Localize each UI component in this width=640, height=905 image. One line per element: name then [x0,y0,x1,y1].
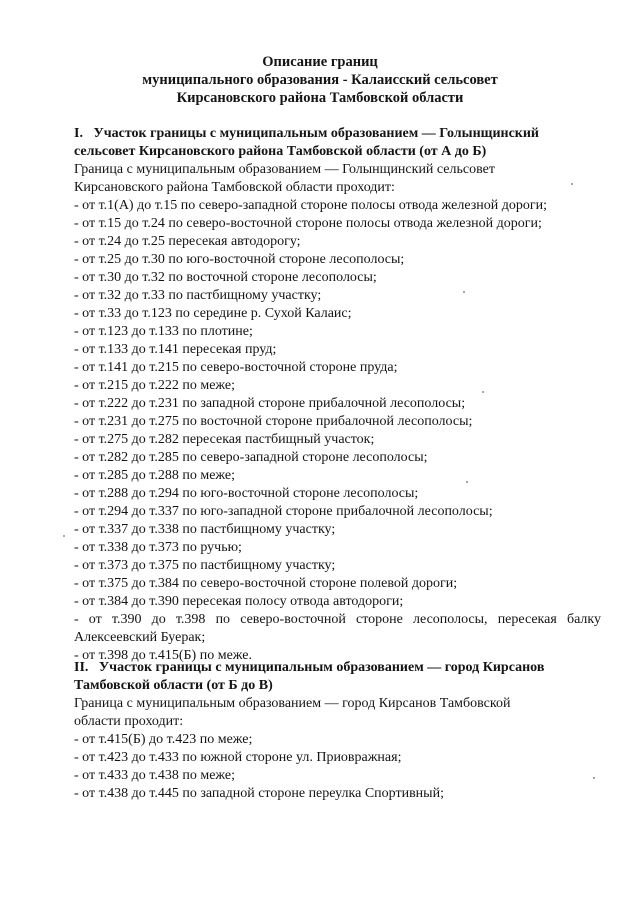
list-item: - от т.337 до т.338 по пастбищному участку; [74,522,336,537]
section-1-boundary-list [74,197,601,665]
scan-speck [482,391,484,393]
list-item-line-1: - от т.390 до т.398 по северо-восточной стороне лесополосы, пересекая балку [74,612,601,627]
list-item: - от т.15 до т.24 по северо-восточной стороне полосы отвода железной дороги; [74,216,542,231]
section-2-heading [74,659,594,695]
section-2-heading-line-1: Участок границы с муниципальным образованием — город Кирсанов [98,660,545,675]
section-2-intro [74,695,594,731]
list-item: - от т.141 до т.215 по северо-восточной стороне пруда; [74,360,398,375]
list-item: - от т.1(А) до т.15 по северо-западной стороне полосы отвода железной дороги; [74,198,547,213]
section-2-heading-line-2: Тамбовской области (от Б до В) [74,678,273,693]
list-item: - от т.215 до т.222 по меже; [74,378,236,393]
list-item: - от т.282 до т.285 по северо-западной стороне лесополосы; [74,450,428,465]
list-item: - от т.288 до т.294 по юго-восточной стороне лесополосы; [74,486,419,501]
scan-speck [593,777,595,779]
scan-speck [463,291,465,293]
list-item: - от т.375 до т.384 по северо-восточной стороне полевой дороги; [74,576,458,591]
list-item: - от т.415(Б) до т.423 по меже; [74,732,253,747]
list-item: - от т.398 до т.415(Б) по меже. [74,648,252,663]
list-item: - от т.133 до т.141 пересекая пруд; [74,342,277,357]
list-item: - от т.231 до т.275 по восточной стороне прибалочной лесополосы; [74,414,473,429]
section-2-intro-line-1: Граница с муниципальным образованием — город Кирсанов Тамбовской [74,696,511,711]
section-1-intro [74,161,594,197]
list-item: - от т.123 до т.133 по плотине; [74,324,253,339]
list-item: - от т.25 до т.30 по юго-восточной стороне лесополосы; [74,252,405,267]
list-item: - от т.433 до т.438 по меже; [74,768,236,783]
section-2-number: II. [74,660,89,675]
section-2-boundary-list [74,731,601,803]
section-1-number: I. [74,126,83,141]
list-item: - от т.275 до т.282 пересекая пастбищный участок; [74,432,375,447]
section-1-intro-line-2: Кирсановского района Тамбовской области проходит: [74,180,395,195]
title-line-1: Описание границ [262,54,378,70]
section-2-intro-line-2: области проходит: [74,714,184,729]
list-item: - от т.294 до т.337 по юго-западной стороне прибалочной лесополосы; [74,504,493,519]
section-1-intro-line-1: Граница с муниципальным образованием — Голынщинский сельсовет [74,162,495,177]
list-item: - от т.338 до т.373 по ручью; [74,540,242,555]
title-line-2: муниципального образования - Калаисский сельсовет [142,72,498,88]
list-item: - от т.438 до т.445 по западной стороне переулка Спортивный; [74,786,444,801]
list-item: - от т.423 до т.433 по южной стороне ул. Приовражная; [74,750,402,765]
list-item-line-2: Алексеевский Буерак; [74,630,206,645]
section-1-heading-line-1: Участок границы с муниципальным образованием — Голынщинский [93,126,539,141]
scan-speck [466,481,468,483]
list-item: - от т.24 до т.25 пересекая автодорогу; [74,234,301,249]
list-item: - от т.373 до т.375 по пастбищному участку; [74,558,336,573]
scan-speck [571,183,573,185]
section-1-heading [74,125,594,161]
title-line-3: Кирсановского района Тамбовской области [176,90,464,106]
list-item: - от т.285 до т.288 по меже; [74,468,236,483]
list-item: - от т.32 до т.33 по пастбищному участку; [74,288,322,303]
document-title [0,53,640,107]
section-1-heading-line-2: сельсовет Кирсановского района Тамбовской области (от А до Б) [74,144,487,159]
scan-speck [63,535,65,537]
list-item: - от т.384 до т.390 пересекая полосу отвода автодороги; [74,594,404,609]
list-item [74,611,601,647]
list-item: - от т.222 до т.231 по западной стороне прибалочной лесополосы; [74,396,466,411]
list-item: - от т.33 до т.123 по середине р. Сухой Калаис; [74,306,352,321]
list-item: - от т.30 до т.32 по восточной стороне лесополосы; [74,270,377,285]
